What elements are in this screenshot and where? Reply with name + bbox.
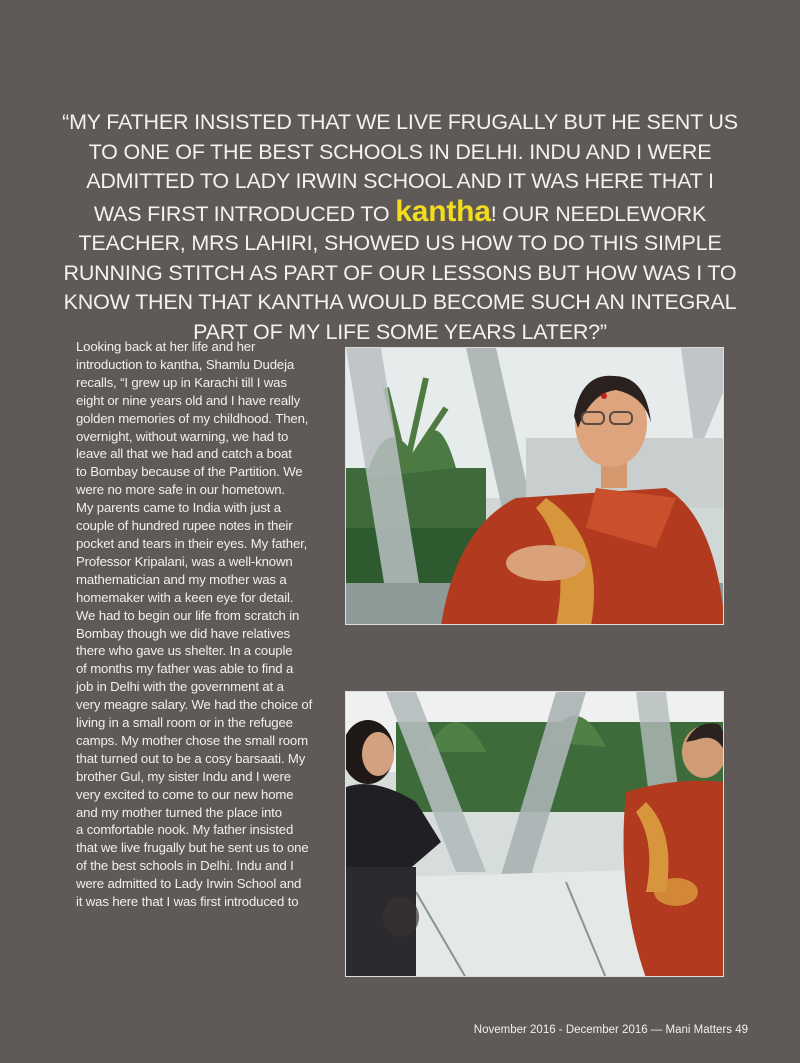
photo-conversation-illustration — [346, 692, 724, 977]
body-line: that we live frugally but he sent us to one — [76, 840, 309, 856]
page-footer: November 2016 - December 2016 — Mani Matters 49 — [473, 1024, 748, 1036]
pull-quote-text-start: “MY FATHER INSISTED THAT WE LIVE FRUGALLY BUT HE SENT US TO ONE OF THE BEST SCHOOLS IN DELHI. INDU AND I WERE ADMITTED TO LADY IRWIN SCHOOL AND IT WAS HERE THAT I WAS FIRST INTRODUCED TO — [62, 110, 738, 226]
body-line: introduction to kantha, Shamlu Dudeja — [76, 356, 295, 372]
pull-quote-highlight-kantha: kantha — [395, 194, 491, 228]
body-line: it was here that I was first introduced to — [76, 894, 299, 910]
body-line: and my mother turned the place into — [76, 804, 282, 820]
body-line: golden memories of my childhood. Then, — [76, 410, 309, 426]
body-line: recalls, “I grew up in Karachi till I was — [76, 374, 287, 390]
body-line: there who gave us shelter. In a couple — [76, 643, 293, 659]
body-line: pocket and tears in their eyes. My father, — [76, 535, 308, 551]
body-line: very meagre salary. We had the choice of — [76, 697, 313, 713]
pull-quote — [60, 108, 740, 347]
body-line: very excited to come to our new home — [76, 786, 294, 802]
body-line: homemaker with a keen eye for detail. — [76, 589, 294, 605]
body-line: eight or nine years old and I have really — [76, 392, 301, 408]
photo-portrait-illustration — [346, 348, 724, 625]
body-line: living in a small room or in the refugee — [76, 715, 293, 731]
photo-conversation-two-women — [345, 691, 724, 977]
body-line: We had to begin our life from scratch in — [76, 607, 300, 623]
body-line: of the best schools in Delhi. Indu and I — [76, 858, 294, 874]
body-line: of months my father was able to find a — [76, 661, 294, 677]
body-line: overnight, without warning, we had to — [76, 428, 289, 444]
body-line: job in Delhi with the government at a — [76, 679, 284, 695]
body-line: camps. My mother chose the small room — [76, 732, 308, 748]
body-line: that turned out to be a cosy barsaati. My — [76, 750, 306, 766]
body-line: brother Gul, my sister Indu and I were — [76, 768, 291, 784]
pull-quote-text-end: ! OUR NEEDLEWORK TEACHER, MRS LAHIRI, SHOWED US HOW TO DO THIS SIMPLE RUNNING STITCH AS PART OF OUR LESSONS BUT HOW WAS I TO KNOW THEN THAT KANTHA WOULD BECOME SUCH AN INTEGRAL PART OF MY LIFE SOME YEARS LATER?” — [63, 201, 737, 344]
body-line: Looking back at her life and her — [76, 339, 256, 354]
body-line: were admitted to Lady Irwin School and — [76, 876, 302, 892]
body-line: mathematician and my mother was a — [76, 571, 287, 587]
body-line: to Bombay because of the Partition. We — [76, 464, 303, 480]
article-body-column — [76, 338, 326, 911]
body-line: were no more safe in our hometown. — [76, 482, 285, 498]
body-line: My parents came to India with just a — [76, 500, 281, 516]
body-line: Professor Kripalani, was a well-known — [76, 553, 293, 569]
photo-portrait-woman-red-saree — [345, 347, 724, 625]
body-line: leave all that we had and catch a boat — [76, 446, 292, 462]
body-line: Bombay though we did have relatives — [76, 625, 290, 641]
body-line: a comfortable nook. My father insisted — [76, 822, 294, 838]
body-line: couple of hundred rupee notes in their — [76, 518, 293, 534]
